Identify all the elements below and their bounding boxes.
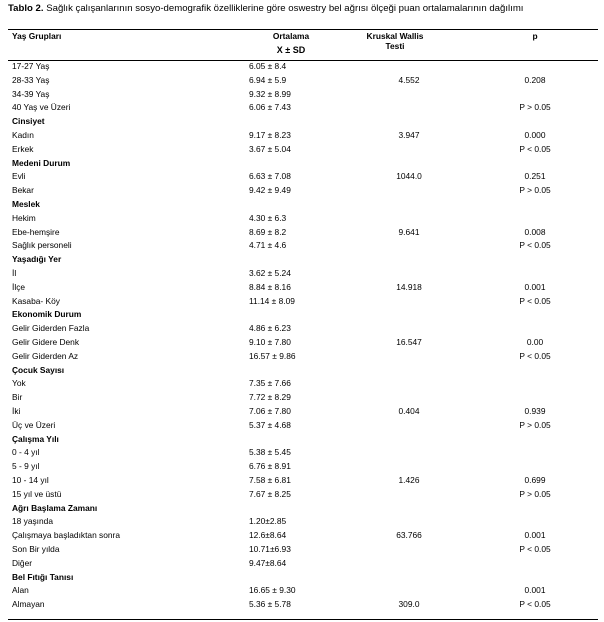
row-mean: 6.94 ± 5.9 xyxy=(249,74,287,85)
row-mean: 16.65 ± 9.30 xyxy=(249,585,296,596)
row-p-value: 0.00 xyxy=(526,337,544,347)
group-heading: Ekonomik Durum xyxy=(12,309,82,320)
row-label: 40 Yaş ve Üzeri xyxy=(12,102,71,113)
row-p-value: 0.008 xyxy=(524,226,546,237)
bottom-rule xyxy=(8,619,598,620)
row-p-value: 0.000 xyxy=(524,130,546,140)
row-mean: 5.38 ± 5.45 xyxy=(249,447,291,458)
row-test-statistic: 3.947 xyxy=(398,130,420,140)
group-heading: Çalışma Yılı xyxy=(12,433,59,444)
row-label: İl xyxy=(12,268,17,278)
row-mean: 11.14 ± 8.09 xyxy=(249,295,295,306)
row-test-statistic: 4.552 xyxy=(398,74,420,85)
row-mean: 12.6±8.64 xyxy=(249,530,287,541)
row-p-value: 0.939 xyxy=(524,406,546,416)
row-mean: 6.76 ± 8.91 xyxy=(249,461,291,472)
caption-label: Tablo 2. xyxy=(8,3,44,14)
row-mean: 7.35 ± 7.66 xyxy=(249,378,291,389)
row-label: Kasaba- Köy xyxy=(12,295,60,306)
row-label: 28-33 Yaş xyxy=(12,74,50,85)
row-mean: 9.10 ± 7.80 xyxy=(249,337,291,347)
row-mean: 8.84 ± 8.16 xyxy=(249,281,291,292)
row-mean: 9.32 ± 8.99 xyxy=(249,88,291,99)
row-label: 17-27 Yaş xyxy=(12,61,50,71)
header-group-col: Yaş Grupları xyxy=(12,31,62,41)
group-heading: Medeni Durum xyxy=(12,157,71,168)
row-p-value: P < 0.05 xyxy=(519,350,551,361)
row-label: Son Bir yılda xyxy=(12,544,60,554)
row-mean: 7.06 ± 7.80 xyxy=(249,406,291,416)
row-label: Evli xyxy=(12,171,26,182)
row-mean: 4.86 ± 6.23 xyxy=(249,323,291,334)
row-test-statistic: 9.641 xyxy=(398,226,420,237)
top-rule xyxy=(8,29,598,30)
row-p-value: P < 0.05 xyxy=(519,143,551,154)
row-p-value: 0.001 xyxy=(524,281,546,292)
row-label: Hekim xyxy=(12,212,36,223)
row-label: 0 - 4 yıl xyxy=(12,447,40,458)
row-p-value: 0.251 xyxy=(524,171,546,182)
row-mean: 7.58 ± 6.81 xyxy=(249,475,291,485)
row-label: İki xyxy=(12,406,21,416)
group-heading: Ağrı Başlama Zamanı xyxy=(12,502,98,513)
row-label: Erkek xyxy=(12,143,34,154)
row-mean: 6.06 ± 7.43 xyxy=(249,102,291,113)
row-mean: 7.72 ± 8.29 xyxy=(249,392,291,403)
row-test-statistic: 16.547 xyxy=(396,337,422,347)
row-label: 18 yaşında xyxy=(12,516,53,527)
header-mean-sd-text: X ± SD xyxy=(276,45,306,55)
row-p-value: 0.001 xyxy=(524,585,546,596)
row-p-value: P > 0.05 xyxy=(519,102,551,113)
row-label: 10 - 14 yıl xyxy=(12,475,49,485)
row-mean: 4.30 ± 6.3 xyxy=(249,212,287,223)
row-mean: 5.37 ± 4.68 xyxy=(249,419,291,430)
row-label: Çalışmaya başladıktan sonra xyxy=(12,530,120,541)
row-mean: 8.69 ± 8.2 xyxy=(249,226,287,237)
header-p-col: p xyxy=(532,31,538,41)
row-mean: 6.05 ± 8.4 xyxy=(249,61,287,71)
row-p-value: P < 0.05 xyxy=(519,295,551,306)
table-caption xyxy=(8,2,598,15)
row-mean: 3.62 ± 5.24 xyxy=(249,268,291,278)
row-label: Ebe-hemşire xyxy=(12,226,60,237)
row-label: İlçe xyxy=(12,281,26,292)
group-heading: Bel Fıtığı Tanısı xyxy=(12,571,74,582)
header-mean-sd xyxy=(236,45,346,55)
row-mean: 5.36 ± 5.78 xyxy=(249,599,291,610)
row-mean: 10.71±6.93 xyxy=(249,544,291,554)
row-test-statistic: 63.766 xyxy=(396,530,422,541)
row-label: Bekar xyxy=(12,185,34,196)
row-label: 34-39 Yaş xyxy=(12,88,50,99)
group-heading: Çocuk Sayısı xyxy=(12,364,65,375)
row-label: Üç ve Üzeri xyxy=(12,419,56,430)
row-mean: 16.57 ± 9.86 xyxy=(249,350,296,361)
row-mean: 9.17 ± 8.23 xyxy=(249,130,291,140)
row-mean: 7.67 ± 8.25 xyxy=(249,488,291,499)
row-label: Yok xyxy=(12,378,26,389)
group-heading: Meslek xyxy=(12,199,40,209)
row-label: 5 - 9 yıl xyxy=(12,461,40,472)
row-label: Gelir Giderden Az xyxy=(12,350,79,361)
row-label: Sağlık personeli xyxy=(12,240,72,251)
group-heading: Cinsiyet xyxy=(12,116,45,127)
row-label: Alan xyxy=(12,585,29,596)
row-label: Diğer xyxy=(12,557,33,568)
row-test-statistic: 0.404 xyxy=(398,406,420,416)
row-test-statistic: 1.426 xyxy=(398,475,420,485)
row-p-value: 0.001 xyxy=(524,530,546,541)
row-label: Bir xyxy=(12,392,23,403)
row-test-statistic: 1044.0 xyxy=(396,171,422,182)
row-p-value: P > 0.05 xyxy=(519,488,551,499)
row-p-value: P > 0.05 xyxy=(519,185,551,196)
row-mean: 4.71 ± 4.6 xyxy=(249,240,287,251)
row-mean: 3.67 ± 5.04 xyxy=(249,143,291,154)
header-mean-col: Ortalama xyxy=(272,31,310,41)
row-p-value: 0.208 xyxy=(524,74,546,85)
header-test-col-line1: Kruskal Wallis xyxy=(366,31,424,41)
caption-text: Sağlık çalışanlarının sosyo-demografik özelliklerine göre oswestry bel ağrısı ölçeği puan ortalamalarının dağılımı xyxy=(46,3,524,14)
group-heading: Yaşadığı Yer xyxy=(12,254,62,265)
row-p-value: P < 0.05 xyxy=(519,240,551,251)
row-p-value: P > 0.05 xyxy=(519,419,551,430)
row-mean: 6.63 ± 7.08 xyxy=(249,171,291,182)
row-mean: 9.47±8.64 xyxy=(249,557,287,568)
header-test-col-line2: Testi xyxy=(385,41,405,51)
row-p-value: 0.699 xyxy=(524,475,546,485)
row-label: Almayan xyxy=(12,599,45,610)
row-mean: 9.42 ± 9.49 xyxy=(249,185,291,196)
row-p-value: P < 0.05 xyxy=(519,599,551,610)
row-label: Gelir Giderden Fazla xyxy=(12,323,90,334)
row-p-value: P < 0.05 xyxy=(519,544,551,554)
row-test-statistic: 309.0 xyxy=(398,599,420,610)
row-test-statistic: 14.918 xyxy=(396,281,422,292)
row-label: Kadın xyxy=(12,130,34,140)
row-label: 15 yıl ve üstü xyxy=(12,488,62,499)
row-label: Gelir Gidere Denk xyxy=(12,337,80,347)
row-mean: 1.20±2.85 xyxy=(249,516,287,527)
